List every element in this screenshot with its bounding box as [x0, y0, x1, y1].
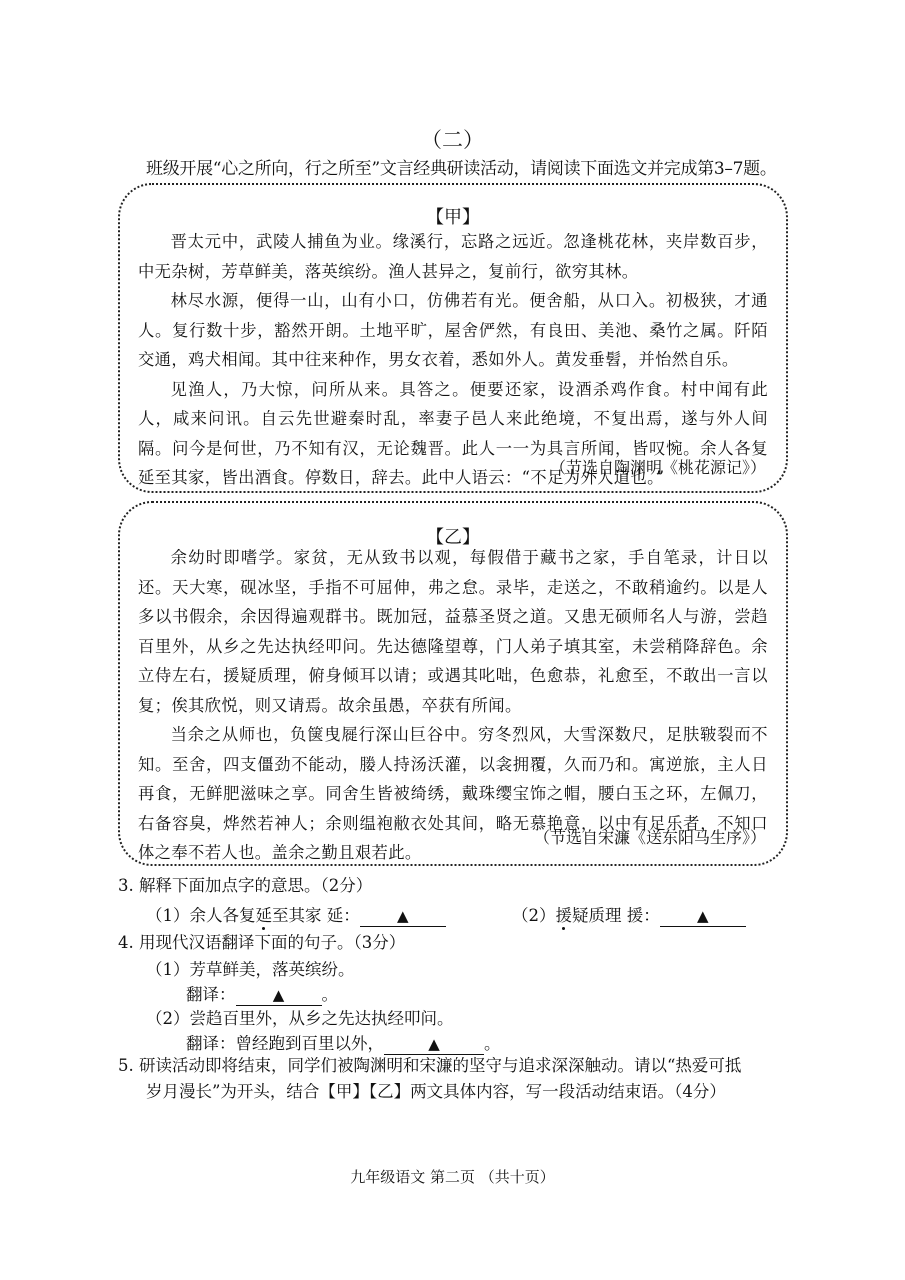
page-footer: 九年级语文 第二页 （共十页） — [350, 1168, 555, 1186]
question-5-line-2: 岁月漫长”为开头，结合【甲】【乙】两文具体内容，写一段活动结束语。（4分） — [146, 1082, 726, 1101]
passage-yi-box — [118, 501, 788, 866]
question-4-item-1: （1）芳草鲜美，落英缤纷。 — [146, 960, 355, 979]
section-title: （二） — [421, 128, 484, 152]
translation-label: 翻译： — [186, 985, 236, 1004]
q3-item1-suffix: 至其家 延： — [272, 906, 360, 925]
question-5-line-1: 5. 研读活动即将结束，同学们被陶渊明和宋濂的坚守与追求深深触动。请以“热爱可抵 — [118, 1056, 742, 1075]
passage-jia-paragraph: 晋太元中，武陵人捕鱼为业。缘溪行，忘路之远近。忽逢桃花林，夹岸数百步，中无杂树，芳草鲜美，落英缤纷。渔人甚异之，复前行，欲穷其林。 — [138, 232, 768, 281]
passage-jia-box — [118, 183, 788, 493]
question-4-item-1-translation — [186, 981, 338, 1006]
passage-yi-paragraph: 余幼时即嗜学。家贫，无从致书以观，每假借于藏书之家，手自笔录，计日以还。天大寒，砚冰坚，手指不可屈伸，弗之怠。录毕，走送之，不敢稍逾约。以是人多以书假余，余因得遍观群书。既加冠，益慕圣贤之道。又患无硕师名人与游，尝趋百里外，从乡之先达执经叩问。先达德隆望尊，门人弟子填其室，未尝稍降辞色。余立侍左右，援疑质理，俯身倾耳以请；或遇其叱咄，色愈恭，礼愈至，不敢出一言以复；俟其欣悦，则又请焉。故余虽愚，卒获有所闻。 — [138, 548, 768, 715]
question-4-item-2: （2）尝趋百里外，从乡之先达执经叩问。 — [146, 1009, 454, 1028]
passage-jia-paragraph: 林尽水源，便得一山，山有小口，仿佛若有光。便舍船，从口入。初极狭，才通人。复行数十步，豁然开朗。土地平旷，屋舍俨然，有良田、美池、桑竹之属。阡陌交通，鸡犬相闻。其中往来种作，男女衣着，悉如外人。黄发垂髫，并怡然自乐。 — [138, 291, 768, 369]
passage-jia-title: 【甲】 — [426, 207, 480, 228]
sentence-end: 。 — [321, 985, 338, 1004]
dotted-character: 延 — [255, 906, 272, 925]
answer-blank[interactable]: ▲ — [660, 906, 746, 927]
translation-label: 翻译：曾经跑到百里以外， — [186, 1034, 384, 1053]
q3-item2-prefix: （2） — [512, 906, 556, 925]
passage-yi-source: （节选自宋濂《送东阳马生序》） — [533, 828, 766, 847]
q3-item2-suffix: 疑质理 援： — [572, 906, 660, 925]
question-3-item-2 — [512, 902, 746, 927]
answer-blank[interactable]: ▲ — [360, 906, 446, 927]
q3-item1-prefix: （1）余人各复 — [146, 906, 256, 925]
passage-jia-body — [138, 227, 768, 493]
question-3-stem: 3. 解释下面加点字的意思。（2分） — [118, 876, 373, 895]
answer-blank[interactable]: ▲ — [384, 1034, 484, 1055]
section-intro: 班级开展“心之所向，行之所至”文言经典研读活动，请阅读下面选文并完成第3–7题。 — [146, 159, 777, 179]
passage-yi-body — [138, 543, 768, 868]
passage-jia-source: （节选自陶渊明《桃花源记》） — [549, 458, 766, 477]
passage-yi-title: 【乙】 — [426, 527, 480, 548]
question-3-item-1 — [146, 902, 446, 927]
question-4-stem: 4. 用现代汉语翻译下面的句子。（3分） — [118, 933, 406, 952]
dotted-character: 援 — [555, 906, 572, 925]
answer-blank[interactable]: ▲ — [236, 985, 322, 1006]
passage-yi-paragraph: 当余之从师也，负箧曳屣行深山巨谷中。穷冬烈风，大雪深数尺，足肤皲裂而不知。至舍，四支僵劲不能动，媵人持汤沃灌，以衾拥覆，久而乃和。寓逆旅，主人日再食，无鲜肥滋味之享。同舍生皆被绮绣，戴珠缨宝饰之帽，腰白玉之环，左佩刀，右备容臭，烨然若神人；余则缊袍敝衣处其间，略无慕艳意，以中有足乐者，不知口体之奉不若人也。盖余之勤且艰若此。 — [138, 725, 768, 862]
passage-jia-paragraph: 见渔人，乃大惊，问所从来。具答之。便要还家，设酒杀鸡作食。村中闻有此人，咸来问讯。自云先世避秦时乱，率妻子邑人来此绝境，不复出焉，遂与外人间隔。问今是何世，乃不知有汉，无论魏晋。此人一一为具言所闻，皆叹惋。余人各复延至其家，皆出酒食。停数日，辞去。此中人语云：“不足为外人道也。” — [138, 379, 768, 487]
sentence-end: 。 — [484, 1034, 501, 1053]
